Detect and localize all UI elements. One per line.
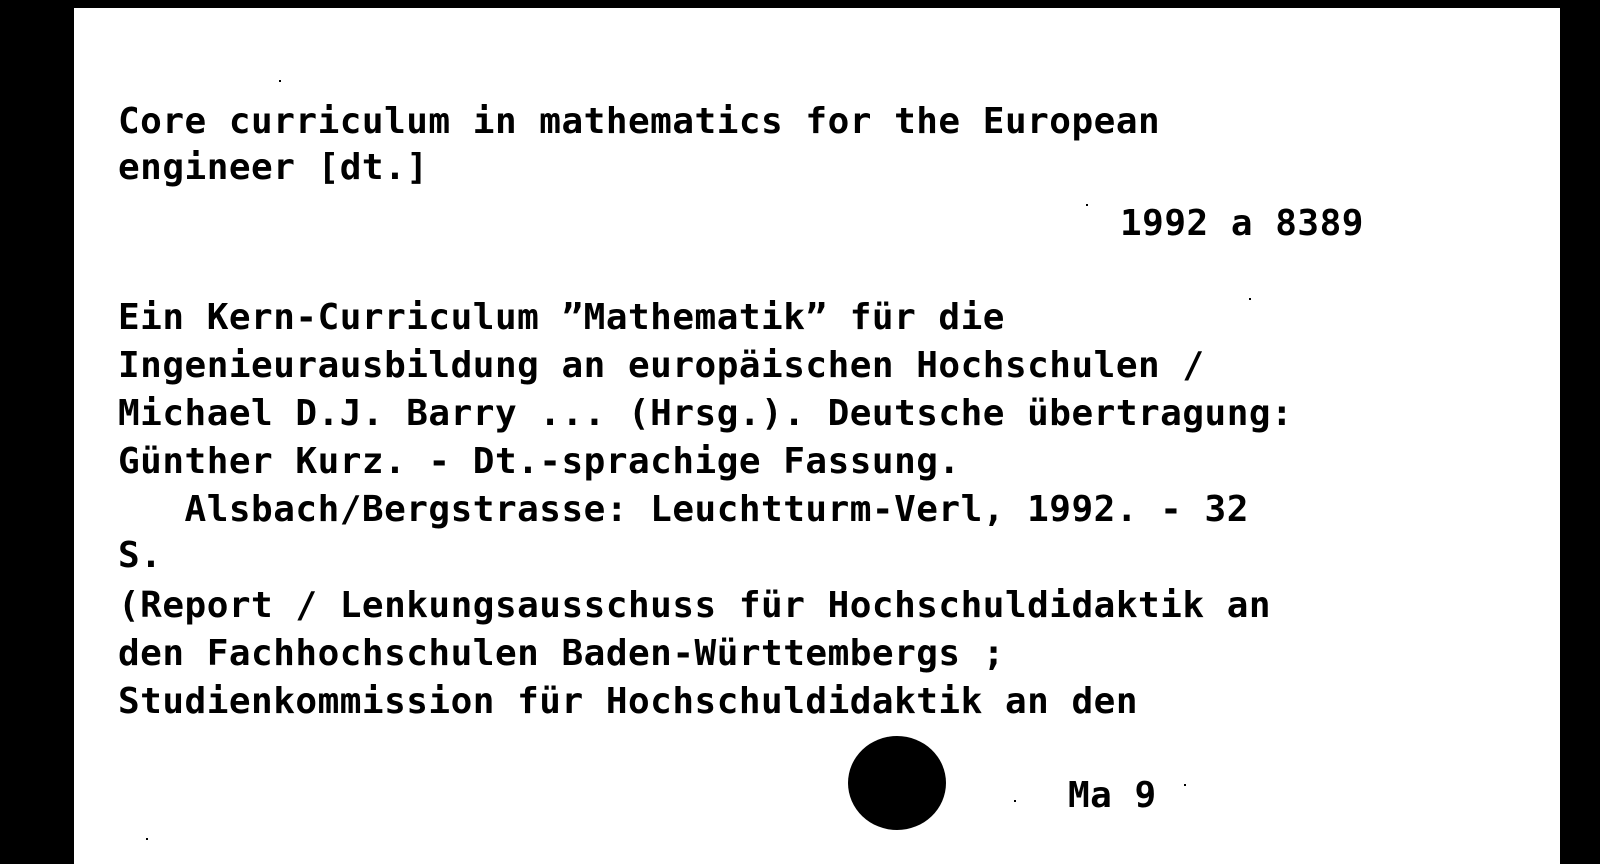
- speck: [279, 80, 281, 82]
- body-line-6: S.: [118, 535, 163, 576]
- punch-hole: [848, 736, 946, 830]
- speck: [1184, 784, 1186, 786]
- title-line-1: Core curriculum in mathematics for the European: [118, 101, 1161, 142]
- call-number: Ma 9: [1068, 775, 1157, 816]
- title-line-2: engineer [dt.]: [118, 147, 429, 188]
- body-line-9: Studienkommission für Hochschuldidaktik an den: [118, 681, 1138, 722]
- catalog-card: [74, 8, 1560, 864]
- body-line-1: Ein Kern-Curriculum ”Mathematik” für die: [118, 297, 1005, 338]
- body-line-7: (Report / Lenkungsausschuss für Hochschuldidaktik an: [118, 585, 1272, 626]
- body-line-5: Alsbach/Bergstrasse: Leuchtturm-Verl, 1992. - 32: [118, 489, 1249, 530]
- speck: [1014, 800, 1016, 802]
- speck: [1086, 204, 1088, 206]
- body-line-3: Michael D.J. Barry ... (Hrsg.). Deutsche übertragung:: [118, 393, 1294, 434]
- speck: [1249, 298, 1251, 300]
- body-line-2: Ingenieurausbildung an europäischen Hochschulen /: [118, 345, 1205, 386]
- body-line-4: Günther Kurz. - Dt.-sprachige Fassung.: [118, 441, 961, 482]
- body-line-8: den Fachhochschulen Baden-Württembergs ;: [118, 633, 1005, 674]
- shelfmark: 1992 a 8389: [1120, 203, 1364, 244]
- speck: [146, 838, 148, 840]
